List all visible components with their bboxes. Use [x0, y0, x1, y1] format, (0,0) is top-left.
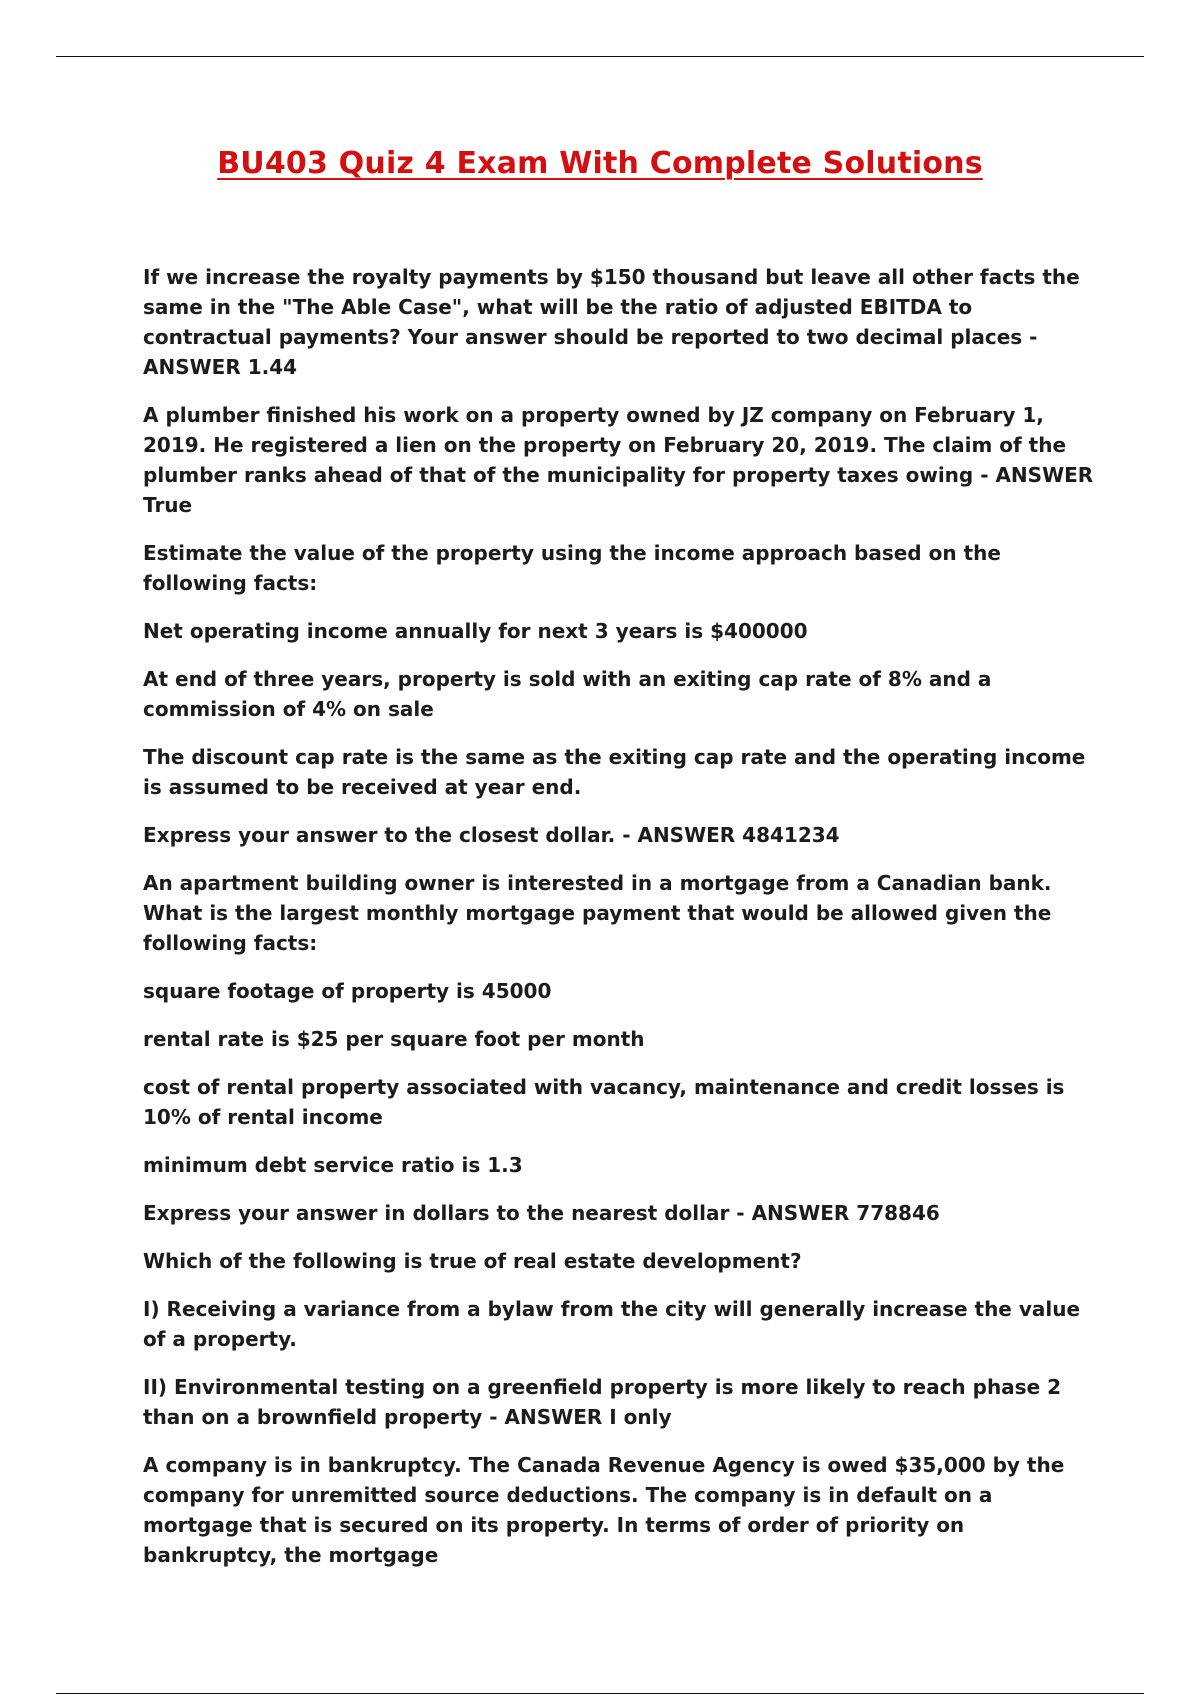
paragraph: An apartment building owner is interested in a mortgage from a Canadian bank. What is the largest monthly mortgage payment that would be allowed given the following facts: [143, 871, 1052, 955]
paragraph: Net operating income annually for next 3 years is $400000 [143, 619, 808, 643]
top-divider [56, 56, 1144, 57]
paragraph: Estimate the value of the property using the income approach based on the following facts: [143, 541, 1001, 595]
paragraph: Express your answer in dollars to the nearest dollar - ANSWER 778846 [143, 1201, 940, 1225]
paragraph: At end of three years, property is sold with an exiting cap rate of 8% and a commission of 4% on sale [143, 667, 992, 721]
paragraph: A plumber finished his work on a property owned by JZ company on February 1, 2019. He registered a lien on the property on February 20, 2019. The claim of the plumber ranks ahead of that of the municipality for property taxes owing - ANSWER True [143, 403, 1094, 517]
paragraph: The discount cap rate is the same as the exiting cap rate and the operating income is assumed to be received at year end. [143, 745, 1086, 799]
paragraph: II) Environmental testing on a greenfield property is more likely to reach phase 2 than on a brownfield property - ANSWER I only [143, 1375, 1062, 1429]
paragraph: Which of the following is true of real estate development? [143, 1249, 802, 1273]
document-body [143, 262, 1095, 1588]
paragraph: If we increase the royalty payments by $150 thousand but leave all other facts the same in the "The Able Case", what will be the ratio of adjusted EBITDA to contractual payments? Your answer should be reported to two decimal places - ANSWER 1.44 [143, 265, 1080, 379]
paragraph: minimum debt service ratio is 1.3 [143, 1153, 523, 1177]
paragraph: rental rate is $25 per square foot per month [143, 1027, 645, 1051]
paragraph: cost of rental property associated with vacancy, maintenance and credit losses is 10% of rental income [143, 1075, 1065, 1129]
bottom-divider [56, 1693, 1144, 1694]
document-title [0, 146, 1200, 181]
document-title-text: BU403 Quiz 4 Exam With Complete Solutions [217, 146, 983, 181]
paragraph: Express your answer to the closest dollar. - ANSWER 4841234 [143, 823, 840, 847]
paragraph: A company is in bankruptcy. The Canada Revenue Agency is owed $35,000 by the company for unremitted source deductions. The company is in default on a mortgage that is secured on its property. In terms of order of priority on bankruptcy, the mortgage [143, 1453, 1065, 1567]
paragraph: I) Receiving a variance from a bylaw from the city will generally increase the value of a property. [143, 1297, 1081, 1351]
paragraph: square footage of property is 45000 [143, 979, 552, 1003]
